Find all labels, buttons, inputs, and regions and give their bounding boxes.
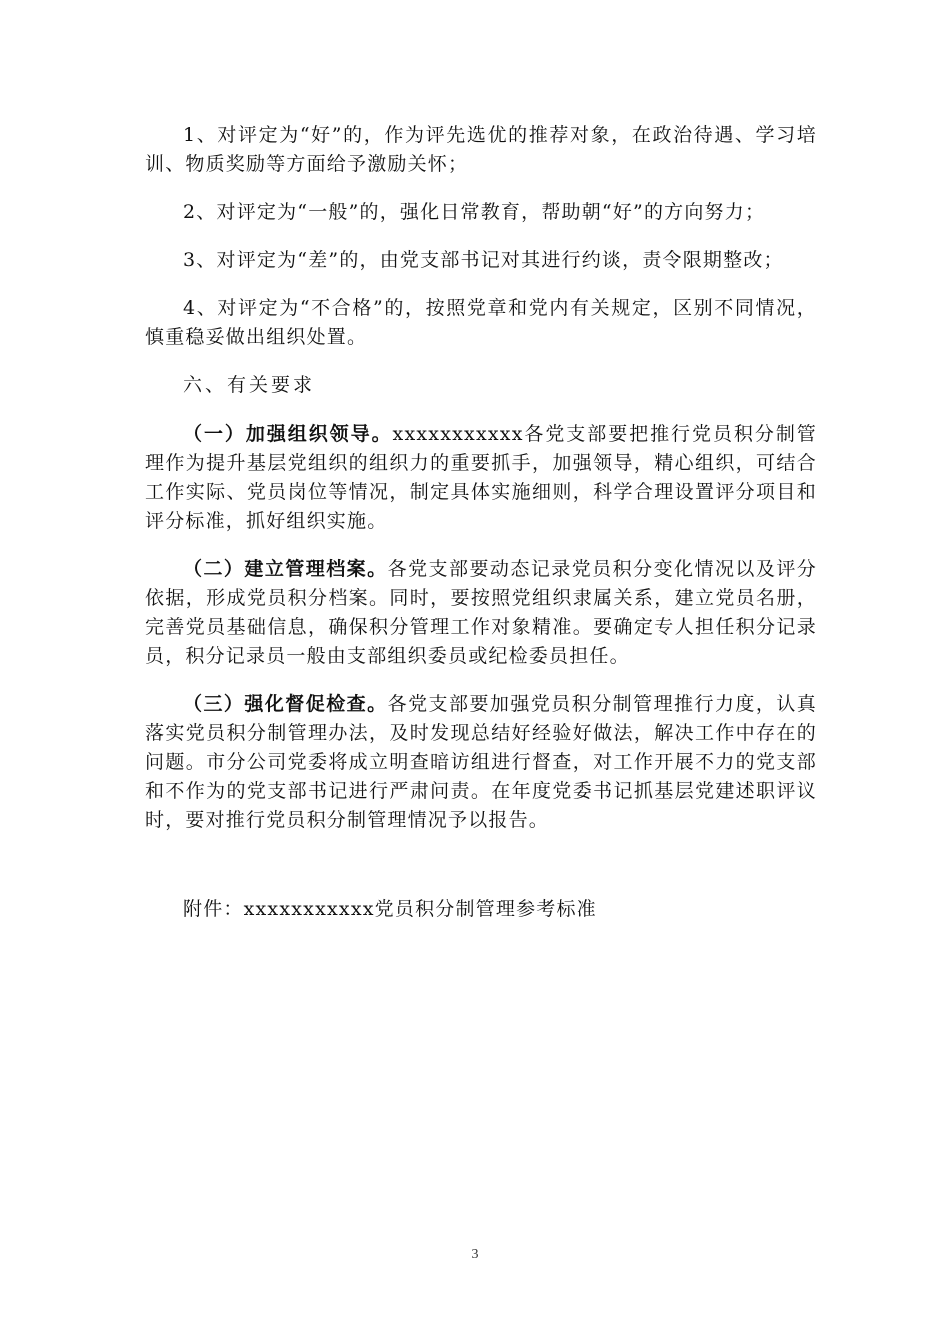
requirement-title: （三）强化督促检查。 [183, 693, 388, 715]
attachment-line: 附件：xxxxxxxxxxx党员积分制管理参考标准 [183, 898, 597, 920]
requirement-body: xxxxxxxxxxx各党支部要把推行党员积分制管理作为提升基层党组织的组织力的重要抓手，加强领导，精心组织，可结合工作实际、党员岗位等情况，制定具体实施细则，科学合理设置评分项目和评分标准，抓好组织实施。 [145, 423, 817, 532]
page-number: 3 [471, 1247, 479, 1262]
document-body [145, 121, 817, 943]
requirement-item [145, 420, 817, 536]
requirement-title: （一）加强组织领导。 [183, 423, 393, 445]
requirement-item [145, 555, 817, 671]
requirement-title: （二）建立管理档案。 [183, 558, 388, 580]
paragraph-evaluation-good: 1、对评定为“好”的，作为评先选优的推荐对象，在政治待遇、学习培训、物质奖励等方面给予激励关怀； [145, 124, 817, 175]
requirement-item [145, 690, 817, 835]
requirement-body: 各党支部要动态记录党员积分变化情况以及评分依据，形成党员积分档案。同时，要按照党组织隶属关系，建立党员名册，完善党员基础信息，确保积分管理工作对象精准。要确定专人担任积分记录员，积分记录员一般由支部组织委员或纪检委员担任。 [145, 558, 817, 667]
paragraph-evaluation-unqualified: 4、对评定为“不合格”的，按照党章和党内有关规定，区别不同情况，慎重稳妥做出组织处置。 [145, 297, 817, 348]
paragraph-evaluation-average: 2、对评定为“一般”的，强化日常教育，帮助朝“好”的方向努力； [183, 201, 766, 223]
section-heading: 六、有关要求 [183, 374, 316, 396]
requirement-body: 各党支部要加强党员积分制管理推行力度，认真落实党员积分制管理办法，及时发现总结好经验好做法，解决工作中存在的问题。市分公司党委将成立明查暗访组进行督查，对工作开展不力的党支部和不作为的党支部书记进行严肃问责。在年度党委书记抓基层党建述职评议时，要对推行党员积分制管理情况予以报告。 [145, 693, 817, 831]
paragraph-evaluation-poor: 3、对评定为“差”的，由党支部书记对其进行约谈，责令限期整改； [183, 249, 784, 271]
